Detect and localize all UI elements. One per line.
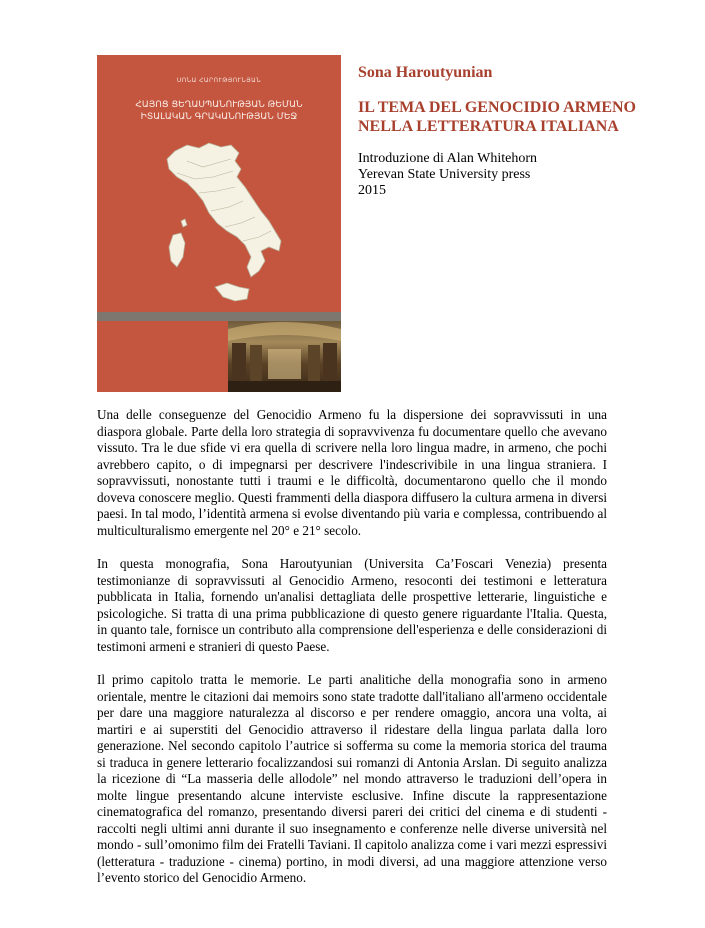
- cover-stripe: [97, 312, 341, 321]
- book-cover: [97, 55, 341, 392]
- library-interior-icon: [228, 321, 341, 392]
- cover-library-photo: [228, 321, 341, 392]
- author-name: Sona Haroutyunian: [358, 64, 493, 81]
- paragraph-2: In questa monografia, Sona Haroutyunian (Universita Ca’Foscari Venezia) presenta testimonianze di sopravvissuti al Genocidio Armeno, resoconti dei testimoni e letteratura pubblicata in Italia, fornendo un'analisi dettagliata delle prospettive letterarie, linguistiche e psicologiche. Si tratta di una prima pubblicazione di questo genere riguardante l'Italia. Questa, in quanto tale, fornisce un contributo alla comprensione dell'esperienza e delle considerazioni di testimoni armeni e stranieri di questo Paese.: [97, 556, 607, 654]
- cover-title-line2: ԻՏԱԼԱԿԱՆ ԳՐԱԿԱՆՈՒԹՅԱՆ ՄԵՋ: [140, 112, 298, 122]
- book-title: [358, 98, 688, 136]
- description-body: [97, 407, 607, 904]
- book-title-line1: IL TEMA DEL GENOCIDIO ARMENO: [358, 99, 636, 116]
- italy-map-icon: [147, 137, 287, 317]
- book-meta: [358, 151, 688, 199]
- cover-author: ՍՈՆԱ ՀԱՐՈՒԹՅՈՒՆՅԱՆ: [176, 77, 262, 84]
- paragraph-1: Una delle conseguenze del Genocidio Armeno fu la dispersione dei sopravvissuti in una diaspora globale. Parte della loro strategia di sopravvivenza fu documentare quello che avevano vissuto. Tra le due sfide vi era quella di scrivere nella loro lingua madre, in armeno, che pochi avrebbero capito, o di impegnarsi per descrivere l'indescrivibile in una lingua straniera. I sopravvissuti, nonostante tutti i traumi e le difficoltà, documentarono quello che il mondo doveva conoscere meglio. Questi frammenti della diaspora diffusero la cultura armena in diversi paesi. In tal modo, l’identità armena si evolse diventando più varia e complessa, contribuendo al multiculturalismo emergente nel 20° e 21° secolo.: [97, 407, 607, 538]
- intro-line: Introduzione di Alan Whitehorn: [358, 151, 537, 166]
- book-header: [358, 64, 688, 199]
- book-title-line2: NELLA LETTERATURA ITALIANA: [358, 118, 619, 135]
- year-line: 2015: [358, 183, 386, 198]
- cover-title: [103, 99, 335, 123]
- cover-title-line1: ՀԱՅՈՑ ՑԵՂԱՍՊԱՆՈՒԹՅԱՆ ԹԵՄԱՆ: [135, 100, 303, 110]
- paragraph-3: Il primo capitolo tratta le memorie. Le parti analitiche della monografia sono in armeno orientale, mentre le citazioni dai memoirs sono state tradotte dall'italiano all'armeno occidentale per dare una maggiore naturalezza al discorso e per rendere omaggio, ancora una volta, ai martiri e ai superstiti del Genocidio attraverso il ridestare della lingua parlata dalla loro generazione. Nel secondo capitolo l’autrice si sofferma su come la memoria storica del trauma si traduca in genere letterario focalizzandosi sui romanzi di Antonia Arslan. Di seguito analizza la ricezione di “La masseria delle allodole” nel mondo attraverso le traduzioni dell’opera in molte lingue presentando alcune interviste esclusive. Infine discute la rappresentazione cinematografica del romanzo, presentando diversi pareri dei critici del cinema e di studenti - raccolti negli ultimi anni durante il suo insegnamento e conferenze nelle diverse università nel mondo - sull’omonimo film dei Fratelli Taviani. Il capitolo analizza come i vari mezzi espressivi (letteratura - traduzione - cinema) portino, in modi diversi, ad una maggiore attenzione verso l’evento storico del Genocidio Armeno.: [97, 672, 607, 885]
- publisher-line: Yerevan State University press: [358, 167, 531, 182]
